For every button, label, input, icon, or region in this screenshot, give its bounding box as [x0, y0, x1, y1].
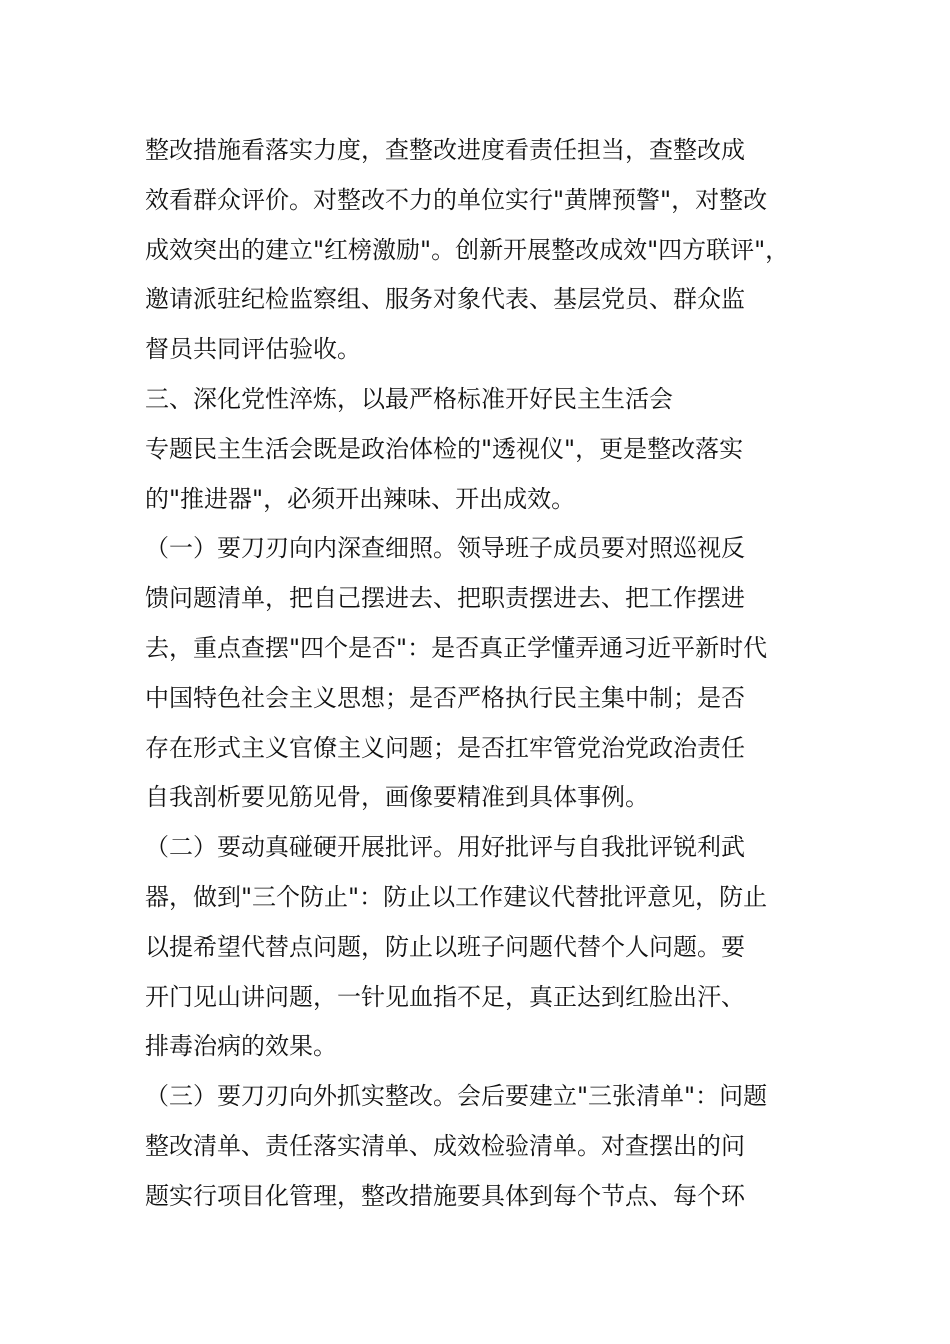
section-heading-3: 三、深化党性淬炼，以最严格标准开好民主生活会: [145, 384, 673, 413]
subsection-2-line-4: 开门见山讲问题，一针见血指不足，真正达到红脸出汗、: [145, 982, 745, 1011]
text-line-8: 的"推进器"，必须开出辣味、开出成效。: [145, 484, 576, 513]
subsection-2-line-2: 器，做到"三个防止"：防止以工作建议代替批评意见，防止: [145, 882, 768, 911]
subsection-1-line-6: 自我剖析要见筋见骨，画像要精准到具体事例。: [145, 783, 649, 812]
subsection-3-line-2: 整改清单、责任落实清单、成效检验清单。对查摆出的问: [145, 1131, 745, 1160]
text-line-2: 效看群众评价。对整改不力的单位实行"黄牌预警"，对整改: [145, 185, 768, 214]
subsection-1-line-4: 中国特色社会主义思想；是否严格执行民主集中制；是否: [145, 683, 745, 712]
subsection-1-line-5: 存在形式主义官僚主义问题；是否扛牢管党治党政治责任: [145, 733, 745, 762]
body-text: [145, 126, 810, 1222]
subsection-3-line-3: 题实行项目化管理，整改措施要具体到每个节点、每个环: [145, 1181, 745, 1210]
subsection-1-line-3: 去，重点查摆"四个是否"：是否真正学懂弄通习近平新时代: [145, 633, 768, 662]
subsection-2-line-5: 排毒治病的效果。: [145, 1032, 337, 1061]
text-line-1: 整改措施看落实力度，查整改进度看责任担当，查整改成: [145, 136, 745, 164]
subsection-2-line-1: （二）要动真碰硬开展批评。用好批评与自我批评锐利武: [145, 833, 745, 862]
subsection-3-line-1: （三）要刀刃向外抓实整改。会后要建立"三张清单"：问题: [145, 1082, 768, 1111]
text-line-3: 成效突出的建立"红榜激励"。创新开展整改成效"四方联评"，: [145, 235, 790, 264]
text-line-5: 督员共同评估验收。: [145, 335, 361, 364]
subsection-1-line-1: （一）要刀刃向内深查细照。领导班子成员要对照巡视反: [145, 534, 745, 563]
subsection-2-line-3: 以提希望代替点问题，防止以班子问题代替个人问题。要: [145, 932, 745, 961]
text-line-7: 专题民主生活会既是政治体检的"透视仪"，更是整改落实: [145, 434, 744, 463]
subsection-1-line-2: 馈问题清单，把自己摆进去、把职责摆进去、把工作摆进: [145, 584, 745, 613]
text-line-4: 邀请派驻纪检监察组、服务对象代表、基层党员、群众监: [145, 285, 745, 314]
